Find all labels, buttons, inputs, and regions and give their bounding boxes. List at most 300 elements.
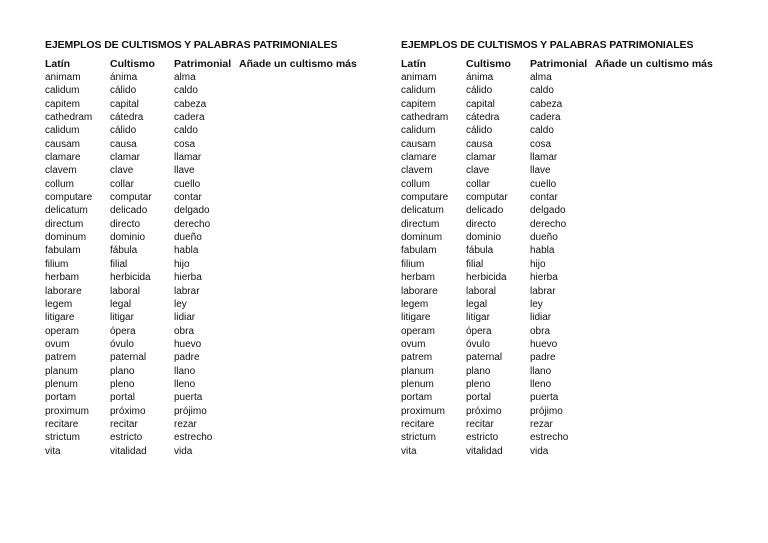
patrimonial-word: prójimo [530,405,563,417]
patrimonial-word: cosa [174,138,196,150]
patrimonial-word: cuello [530,178,557,190]
cultismo-word: cálido [110,125,137,137]
cultismo-word: recitar [466,418,494,430]
latin-word: fabulam [45,245,81,257]
latin-word: calidum [45,85,80,97]
add-cultismo-cell [239,84,379,97]
add-cultismo-cell [239,325,379,338]
latin-word: plenum [45,378,78,390]
patrimonial-word: delgado [530,205,566,217]
add-cultismo-cell [239,111,379,124]
cultismo-word: computar [466,192,508,204]
table-row [401,298,741,311]
patrimonial-word: contar [530,192,558,204]
table-row [45,325,385,338]
add-cultismo-cell [595,351,735,364]
table-row [401,431,741,444]
cultismo-word: clave [466,165,490,177]
add-cultismo-cell [595,285,735,298]
add-cultismo-cell [239,378,379,391]
add-cultismo-cell [595,244,735,257]
table-row [401,191,741,204]
patrimonial-word: lleno [174,378,196,390]
cultismo-word: cálido [466,85,493,97]
patrimonial-word: hierba [174,272,202,284]
patrimonial-word: cadera [530,112,561,124]
table-row [401,338,741,351]
patrimonial-word: rezar [174,418,197,430]
cultismo-word: dominio [110,232,146,244]
table-row [45,378,385,391]
cultismo-word: capital [110,98,139,110]
cultismo-word: cátedra [466,112,500,124]
cultismo-word: ánima [466,72,494,83]
header-patrimonial: Patrimonial [174,58,232,70]
table-row [401,445,741,458]
table-row [401,244,741,257]
cultismo-word: ópera [110,325,136,337]
table-row [401,311,741,324]
cultismo-word: legal [110,298,132,310]
latin-word: patrem [401,352,433,364]
add-cultismo-cell [595,405,735,418]
latin-word: strictum [45,432,80,444]
patrimonial-word: llamar [174,152,202,164]
add-cultismo-cell [239,191,379,204]
patrimonial-word: puerta [530,392,559,404]
cultismo-word: próximo [466,405,502,417]
latin-word: portam [401,392,433,404]
header-latin: Latín [45,58,71,70]
add-cultismo-cell [239,204,379,217]
latin-word: directum [401,218,440,230]
cultismo-word: herbicida [110,272,151,284]
cultismo-word: delicado [110,205,148,217]
latin-word: delicatum [45,205,88,217]
add-cultismo-cell [595,178,735,191]
patrimonial-word: llano [530,365,552,377]
cultismo-word: capital [466,98,495,110]
add-cultismo-cell [239,285,379,298]
table-row [45,231,385,244]
add-cultismo-cell [239,391,379,404]
latin-word: dominum [45,232,87,244]
patrimonial-word: obra [174,325,195,337]
patrimonial-word: vida [174,445,193,457]
add-cultismo-cell [239,231,379,244]
cultismo-word: dominio [466,232,502,244]
cultismo-word: portal [110,392,136,404]
header-patrimonial: Patrimonial [530,58,588,70]
patrimonial-word: rezar [530,418,553,430]
table-row [401,98,741,111]
cultismo-word: laboral [110,285,141,297]
latin-word: computare [45,192,93,204]
table-row [401,285,741,298]
add-cultismo-cell [595,124,735,137]
table-row [45,111,385,124]
table-header [45,57,385,71]
table-row [401,164,741,177]
patrimonial-word: ley [174,298,187,310]
worksheet-right [401,38,741,458]
table-row [401,204,741,217]
add-cultismo-cell [239,418,379,431]
cultismo-word: plano [110,365,135,377]
add-cultismo-cell [239,124,379,137]
add-cultismo-cell [239,338,379,351]
latin-word: causam [401,138,437,150]
cultismo-word: filial [466,258,484,270]
table-row [45,258,385,271]
latin-word: animam [401,72,437,83]
latin-word: delicatum [401,205,444,217]
patrimonial-word: hijo [174,258,190,270]
add-cultismo-cell [595,271,735,284]
add-cultismo-cell [595,311,735,324]
cultismo-word: portal [466,392,492,404]
patrimonial-word: dueño [530,232,558,244]
patrimonial-word: llave [174,165,195,177]
add-cultismo-cell [595,111,735,124]
table-row [45,178,385,191]
cultismo-word: paternal [110,352,147,364]
table-row [45,244,385,257]
cultismo-word: litigar [110,312,134,324]
cultismo-word: directo [110,218,141,230]
table-row [401,84,741,97]
add-cultismo-cell [595,258,735,271]
latin-word: legem [401,298,429,310]
table-row [401,258,741,271]
latin-word: calidum [401,85,436,97]
table-row [45,391,385,404]
cultismo-word: computar [110,192,152,204]
table-body [401,71,741,458]
latin-word: operam [45,325,79,337]
add-cultismo-cell [239,178,379,191]
patrimonial-word: huevo [174,338,202,350]
latin-word: dominum [401,232,443,244]
patrimonial-word: ley [530,298,543,310]
table-row [45,138,385,151]
cultismo-word: pleno [110,378,135,390]
table-row [45,164,385,177]
table-row [45,151,385,164]
add-cultismo-cell [595,431,735,444]
table-row [401,71,741,84]
cultismo-word: litigar [466,312,490,324]
table-row [45,338,385,351]
add-cultismo-cell [595,445,735,458]
add-cultismo-cell [595,218,735,231]
cultismo-word: delicado [466,205,504,217]
header-add-cultismo: Añade un cultismo más [239,58,357,70]
table-row [45,271,385,284]
header-latin: Latín [401,58,427,70]
table-row [401,418,741,431]
add-cultismo-cell [239,351,379,364]
header-cultismo: Cultismo [466,58,511,70]
cultismo-word: filial [110,258,128,270]
table-row [401,391,741,404]
add-cultismo-cell [595,98,735,111]
latin-word: cathedram [45,112,93,124]
add-cultismo-cell [239,244,379,257]
patrimonial-word: hijo [530,258,546,270]
patrimonial-word: cabeza [174,98,207,110]
latin-word: litigare [401,312,431,324]
table-row [45,71,385,84]
table-row [45,445,385,458]
latin-word: proximum [401,405,445,417]
cultismo-word: clamar [110,152,141,164]
cultismo-word: plano [466,365,491,377]
latin-word: filium [45,258,69,270]
latin-word: collum [45,178,74,190]
worksheet-title: EJEMPLOS DE CULTISMOS Y PALABRAS PATRIMONIALES [401,39,694,51]
cultismo-word: cálido [110,85,137,97]
add-cultismo-cell [239,271,379,284]
table-row [45,98,385,111]
table-row [401,111,741,124]
cultismo-word: collar [466,178,490,190]
cultismo-word: directo [466,218,497,230]
latin-word: planum [401,365,434,377]
latin-word: herbam [45,272,79,284]
latin-word: ovum [401,338,426,350]
patrimonial-word: caldo [174,85,198,97]
cultismo-word: ánima [110,72,138,83]
table-row [45,285,385,298]
patrimonial-word: caldo [174,125,198,137]
patrimonial-word: prójimo [174,405,207,417]
table-header [401,57,741,71]
patrimonial-word: estrecho [530,432,569,444]
patrimonial-word: lidiar [530,312,552,324]
patrimonial-word: hierba [530,272,558,284]
latin-word: vita [45,445,61,457]
latin-word: plenum [401,378,434,390]
add-cultismo-cell [595,378,735,391]
table-row [401,231,741,244]
table-row [45,351,385,364]
add-cultismo-cell [595,204,735,217]
add-cultismo-cell [595,418,735,431]
add-cultismo-cell [239,311,379,324]
latin-word: recitare [45,418,79,430]
table-row [401,124,741,137]
add-cultismo-cell [239,164,379,177]
cultismo-word: fábula [466,245,494,257]
cultismo-word: recitar [110,418,138,430]
add-cultismo-cell [595,71,735,84]
cultismo-word: clamar [466,152,497,164]
add-cultismo-cell [239,405,379,418]
add-cultismo-cell [595,151,735,164]
patrimonial-word: obra [530,325,551,337]
add-cultismo-cell [595,325,735,338]
latin-word: planum [45,365,78,377]
latin-word: directum [45,218,84,230]
table-row [401,138,741,151]
cultismo-word: estricto [110,432,143,444]
patrimonial-word: labrar [530,285,556,297]
add-cultismo-cell [595,391,735,404]
add-cultismo-cell [239,71,379,84]
latin-word: vita [401,445,417,457]
patrimonial-word: alma [174,72,196,83]
cultismo-word: herbicida [466,272,507,284]
patrimonial-word: alma [530,72,552,83]
add-cultismo-cell [595,365,735,378]
cultismo-word: causa [466,138,493,150]
latin-word: portam [45,392,77,404]
table-row [401,351,741,364]
cultismo-word: óvulo [110,338,134,350]
patrimonial-word: llamar [530,152,558,164]
patrimonial-word: padre [174,352,200,364]
table-row [45,405,385,418]
table-row [401,378,741,391]
table-row [401,271,741,284]
cultismo-word: cálido [466,125,493,137]
table-row [45,204,385,217]
add-cultismo-cell [239,445,379,458]
latin-word: clamare [401,152,437,164]
cultismo-word: causa [110,138,137,150]
latin-word: animam [45,72,81,83]
patrimonial-word: huevo [530,338,558,350]
patrimonial-word: estrecho [174,432,213,444]
add-cultismo-cell [239,431,379,444]
add-cultismo-cell [239,138,379,151]
patrimonial-word: habla [530,245,555,257]
cultismo-word: paternal [466,352,503,364]
latin-word: computare [401,192,449,204]
table-row [401,151,741,164]
patrimonial-word: labrar [174,285,200,297]
table-row [45,298,385,311]
add-cultismo-cell [595,138,735,151]
cultismo-word: legal [466,298,488,310]
cultismo-word: vitalidad [110,445,147,457]
latin-word: clavem [401,165,433,177]
latin-word: capitem [401,98,437,110]
patrimonial-word: llano [174,365,196,377]
latin-word: calidum [401,125,436,137]
table-row [45,218,385,231]
add-cultismo-cell [239,298,379,311]
patrimonial-word: vida [530,445,549,457]
table-row [45,124,385,137]
cultismo-word: clave [110,165,134,177]
patrimonial-word: derecho [174,218,211,230]
cultismo-word: estricto [466,432,499,444]
latin-word: filium [401,258,425,270]
patrimonial-word: lidiar [174,312,196,324]
header-add-cultismo: Añade un cultismo más [595,58,713,70]
latin-word: causam [45,138,81,150]
patrimonial-word: habla [174,245,199,257]
latin-word: cathedram [401,112,449,124]
table-body [45,71,385,458]
cultismo-word: cátedra [110,112,144,124]
table-row [45,84,385,97]
cultismo-word: vitalidad [466,445,503,457]
patrimonial-word: caldo [530,85,554,97]
latin-word: calidum [45,125,80,137]
latin-word: operam [401,325,435,337]
cultismo-word: pleno [466,378,491,390]
cultismo-word: próximo [110,405,146,417]
cultismo-word: laboral [466,285,497,297]
add-cultismo-cell [595,84,735,97]
patrimonial-word: derecho [530,218,567,230]
worksheet-left [45,38,385,458]
add-cultismo-cell [595,231,735,244]
add-cultismo-cell [239,365,379,378]
latin-word: laborare [401,285,438,297]
add-cultismo-cell [595,298,735,311]
patrimonial-word: cosa [530,138,552,150]
latin-word: recitare [401,418,435,430]
add-cultismo-cell [239,151,379,164]
worksheet-title: EJEMPLOS DE CULTISMOS Y PALABRAS PATRIMONIALES [45,39,338,51]
patrimonial-word: dueño [174,232,202,244]
latin-word: collum [401,178,430,190]
latin-word: clamare [45,152,81,164]
table-row [45,431,385,444]
table-row [401,218,741,231]
table-row [45,311,385,324]
cultismo-word: fábula [110,245,138,257]
cultismo-word: ópera [466,325,492,337]
latin-word: fabulam [401,245,437,257]
cultismo-word: óvulo [466,338,490,350]
table-row [401,325,741,338]
latin-word: strictum [401,432,436,444]
patrimonial-word: lleno [530,378,552,390]
latin-word: patrem [45,352,77,364]
add-cultismo-cell [239,258,379,271]
table-row [45,418,385,431]
patrimonial-word: puerta [174,392,203,404]
table-row [401,405,741,418]
latin-word: capitem [45,98,81,110]
patrimonial-word: padre [530,352,556,364]
latin-word: laborare [45,285,82,297]
latin-word: litigare [45,312,75,324]
patrimonial-word: llave [530,165,551,177]
latin-word: herbam [401,272,435,284]
add-cultismo-cell [239,98,379,111]
patrimonial-word: cuello [174,178,201,190]
cultismo-word: collar [110,178,134,190]
add-cultismo-cell [595,338,735,351]
table-row [45,191,385,204]
latin-word: clavem [45,165,77,177]
add-cultismo-cell [595,164,735,177]
latin-word: ovum [45,338,70,350]
latin-word: legem [45,298,73,310]
add-cultismo-cell [239,218,379,231]
add-cultismo-cell [595,191,735,204]
latin-word: proximum [45,405,89,417]
header-cultismo: Cultismo [110,58,155,70]
patrimonial-word: contar [174,192,202,204]
patrimonial-word: caldo [530,125,554,137]
